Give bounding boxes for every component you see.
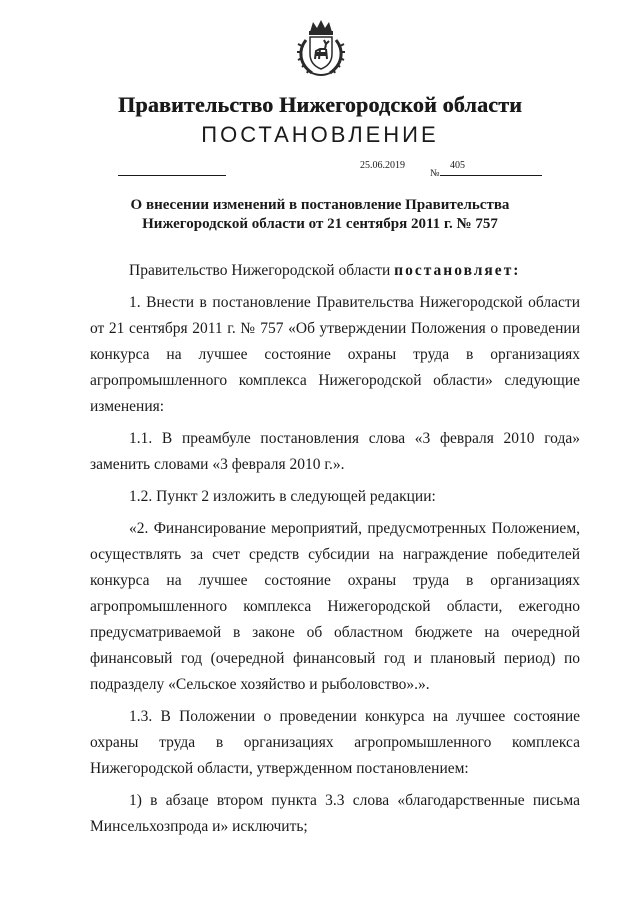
paragraph-sub-1: 1) в абзаце втором пункта 3.3 слова «благодарственные письма Минсельхозпрода и» исключить; [90, 792, 580, 835]
document-subject [100, 196, 540, 234]
paragraph-1-2: 1.2. Пункт 2 изложить в следующей редакции: [129, 488, 436, 505]
document-number: 405 [450, 160, 465, 171]
paragraph-1-1: 1.1. В преамбуле постановления слова «3 февраля 2010 года» заменить словами «3 февраля 2010 г.». [90, 430, 580, 473]
document-type: ПОСТАНОВЛЕНИЕ [201, 122, 439, 147]
number-sign: № [430, 168, 440, 179]
paragraph-1-3: 1.3. В Положении о проведении конкурса на лучшее состояние охраны труда в организациях агропромышленного комплекса Нижегородской области, утвержденном постановлением: [90, 708, 580, 777]
document-body [90, 258, 580, 840]
intro-decree-word: постановляет: [394, 262, 521, 279]
subject-line-2: Нижегородской области от 21 сентября 2011 г. № 757 [142, 216, 498, 232]
subject-line-1: О внесении изменений в постановление Правительства [130, 197, 510, 213]
intro-paragraph [90, 258, 580, 284]
government-title: Правительство Нижегородской области [117, 92, 522, 117]
number-line [440, 175, 542, 176]
intro-lead: Правительство Нижегородской области [129, 262, 395, 279]
coat-of-arms-icon [296, 18, 346, 78]
paragraph-1: 1. Внести в постановление Правительства Нижегородской области от 21 сентября 2011 г. № 757 «Об утверждении Положения о проведении конкурса на лучшее состояние охраны труда в организациях агропромышленного комплекса Нижегородской области» следующие изменения: [90, 294, 580, 415]
signature-line-left [118, 175, 226, 176]
paragraph-quote: «2. Финансирование мероприятий, предусмотренных Положением, осуществлять за счет средств субсидии на награждение победителей конкурса на лучшее состояние охраны труда в организациях агропромышленного комплекса Нижегородской области, ежегодно предусматриваемой в законе об областном бюджете на очередной финансовый год (очередной финансовый год и плановый период) по подразделу «Сельское хозяйство и рыболовство».». [90, 520, 580, 693]
document-date: 25.06.2019 [360, 160, 405, 171]
